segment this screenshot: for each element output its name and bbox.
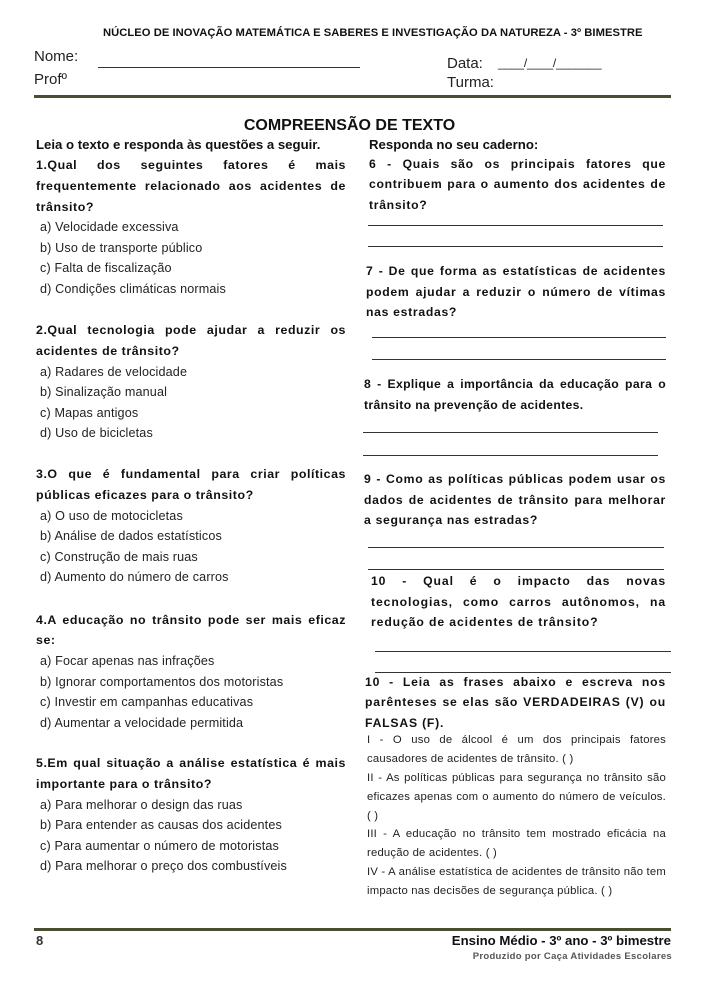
answer-line[interactable]: [368, 569, 664, 570]
option-d: d) Aumento do número de carros: [40, 570, 229, 585]
question-text: 2.Qual tecnologia pode ajudar a reduzir os acidentes de trânsito?: [36, 323, 346, 359]
question-6: 6 - Quais são os principais fatores que contribuem para o aumento dos acidentes de trânsito?: [369, 157, 666, 212]
section-title-text: COMPREENSÃO DE TEXTO: [243, 117, 456, 134]
statement-3: III - A educação no trânsito tem mostrado eficácia na redução de acidentes. ( ): [367, 828, 666, 860]
open-questions-column: [366, 135, 666, 901]
date-blank-fields[interactable]: ____/____/_______: [498, 56, 602, 70]
date-label: Data:: [447, 55, 483, 72]
option-c: c) Falta de fiscalização: [40, 261, 172, 276]
header-divider: [34, 95, 671, 98]
option-c: c) Construção de mais ruas: [40, 549, 198, 564]
instructions: Leia o texto e responda às questões a seguir.: [36, 137, 321, 152]
answer-line[interactable]: [368, 246, 663, 247]
answer-line[interactable]: [372, 337, 666, 338]
spacer: [36, 588, 346, 610]
producer-credit: Produzido por Caça Atividades Escolares: [472, 951, 672, 962]
option-a: a) Para melhorar o design das ruas: [40, 797, 243, 812]
option-a: a) O uso de motocicletas: [40, 508, 183, 523]
option-b: b) Para entender as causas dos acidentes: [40, 818, 282, 833]
question-text: 5.Em qual situação a análise estatística é mais importante para o trânsito?: [36, 756, 346, 791]
grade-level: Ensino Médio - 3º ano - 3º bimestre: [451, 933, 671, 948]
question-10: 10 - Qual é o impacto das novas tecnologias, como carros autônomos, na redução de acidentes de trânsito?: [371, 574, 666, 630]
option-c: c) Para aumentar o número de motoristas: [40, 838, 279, 853]
option-b: b) Uso de transporte público: [40, 240, 203, 255]
question-3: [36, 464, 346, 588]
notebook-instructions: Responda no seu caderno:: [369, 137, 539, 152]
question-text: 4.A educação no trânsito pode ser mais eficaz se:: [36, 612, 346, 648]
answer-line[interactable]: [363, 432, 658, 433]
option-b: b) Análise de dados estatísticos: [40, 529, 222, 544]
question-9: 9 - Como as políticas públicas podem usar os dados de acidentes de trânsito para melhorar a segurança nas estradas?: [364, 472, 666, 528]
multiple-choice-column: [36, 135, 346, 877]
option-b: b) Ignorar comportamentos dos motoristas: [40, 674, 284, 689]
option-a: a) Velocidade excessiva: [40, 220, 179, 235]
option-a: a) Radares de velocidade: [40, 364, 188, 379]
option-b: b) Sinalização manual: [40, 385, 168, 400]
question-2: [36, 320, 346, 444]
true-false-statements: [367, 731, 666, 901]
option-d: d) Uso de bicicletas: [40, 426, 153, 441]
statement-1: I - O uso de álcool é um dos principais fatores causadores de acidentes de trânsito. ( ): [367, 733, 666, 765]
option-c: c) Investir em campanhas educativas: [40, 695, 254, 710]
option-d: d) Para melhorar o preço dos combustíveis: [40, 859, 287, 874]
statement-2: II - As políticas públicas para segurança no trânsito são eficazes apenas com o aumento do número de veículos. ( ): [367, 771, 666, 822]
statement-4: IV - A análise estatística de acidentes de trânsito não tem impacto nas decisões de segurança pública. ( ): [367, 866, 666, 898]
answer-line[interactable]: [372, 359, 666, 360]
name-label: Nome:: [34, 48, 79, 65]
teacher-label: Profº: [34, 71, 67, 88]
option-a: a) Focar apenas nas infrações: [40, 654, 215, 669]
page-number: 8: [36, 933, 44, 948]
option-c: c) Mapas antigos: [40, 405, 139, 420]
section-title: [0, 117, 707, 135]
true-false-instruction: 10 - Leia as frases abaixo e escreva nos parênteses se elas são VERDADEIRAS (V) ou FALSAS (F).: [365, 674, 666, 730]
option-d: d) Condições climáticas normais: [40, 281, 226, 296]
worksheet-header-title: NÚCLEO DE INOVAÇÃO MATEMÁTICA E SABERES E INVESTIGAÇÃO DA NATUREZA - 3º BIMESTRE: [103, 27, 643, 39]
question-text: 1.Qual dos seguintes fatores é mais frequentemente relacionado aos acidentes de trânsito?: [36, 158, 346, 214]
answer-line[interactable]: [363, 455, 658, 456]
option-d: d) Aumentar a velocidade permitida: [40, 715, 244, 730]
name-blank-line[interactable]: [98, 67, 360, 68]
question-7: 7 - De que forma as estatísticas de acidentes podem ajudar a reduzir o número de vítimas nas estradas?: [366, 264, 666, 320]
spacer: [36, 444, 346, 464]
question-4: [36, 610, 346, 734]
answer-line[interactable]: [368, 547, 664, 548]
question-5: [36, 753, 346, 877]
footer-divider: [34, 928, 671, 931]
answer-line[interactable]: [375, 651, 671, 652]
answer-line[interactable]: [368, 225, 663, 226]
spacer: [36, 733, 346, 753]
question-text: 3.O que é fundamental para criar políticas públicas eficazes para o trânsito?: [36, 466, 346, 502]
class-label: Turma:: [447, 74, 494, 91]
question-1: [36, 155, 346, 299]
spacer: [36, 299, 346, 320]
question-8: 8 - Explique a importância da educação para o trânsito na prevenção de acidentes.: [364, 377, 666, 412]
